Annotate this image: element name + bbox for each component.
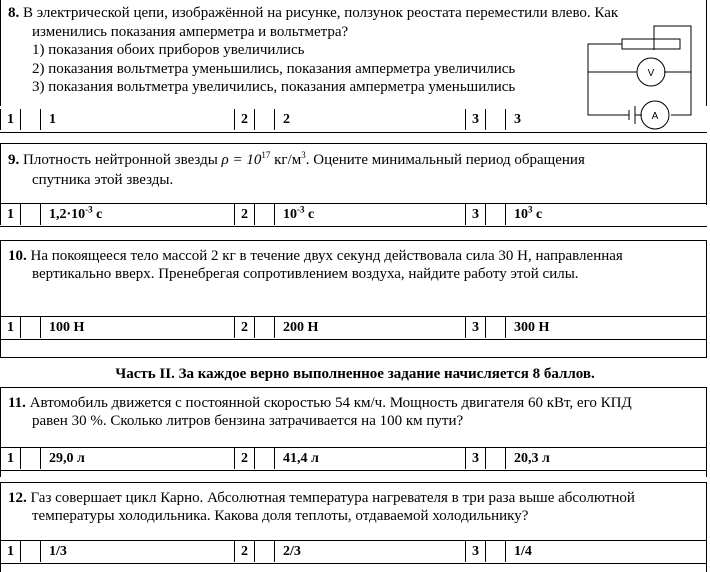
question-text: Плотность нейтронной звезды xyxy=(23,152,218,168)
answer-text: 41,4 л xyxy=(283,451,319,466)
question-number: 9. xyxy=(8,152,20,168)
voltmeter-label: V xyxy=(647,68,655,79)
option-number: 2 xyxy=(235,204,255,225)
option-number: 1 xyxy=(1,317,21,338)
question-number: 8. xyxy=(8,5,20,21)
answer-checkbox[interactable] xyxy=(255,109,275,130)
question-8-text-line2 xyxy=(32,23,348,42)
question-10-text xyxy=(8,247,703,266)
answer-text: 100 Н xyxy=(49,320,85,335)
answer-checkbox[interactable] xyxy=(486,317,506,338)
option-line: 3) показания вольтметра увеличились, показания амперметра уменьшились xyxy=(32,79,516,95)
answer-row xyxy=(0,447,707,471)
option-number: 1 xyxy=(1,541,21,562)
option-number: 3 xyxy=(466,541,486,562)
option-number: 2 xyxy=(235,317,255,338)
unit-exponent: 3 xyxy=(301,150,306,160)
answer-option-3[interactable] xyxy=(465,109,521,130)
rheostat xyxy=(622,39,680,49)
answer-option-2[interactable] xyxy=(234,448,319,469)
answer-text: 2/3 xyxy=(283,544,301,559)
answer-option-1[interactable] xyxy=(0,204,103,225)
question-text-line: изменились показания амперметра и вольтметра? xyxy=(32,24,349,40)
question-text: . Оцените минимальный период обращения xyxy=(305,152,585,168)
question-text-line: Газ совершает цикл Карно. Абсолютная температура нагревателя в три раза выше абсолютной xyxy=(30,490,635,506)
option-number: 2 xyxy=(235,109,255,130)
answer-checkbox[interactable] xyxy=(486,448,506,469)
question-text-line: В электрической цепи, изображённой на рисунке, ползунок реостата переместили влево. Как xyxy=(23,5,619,21)
answer-checkbox[interactable] xyxy=(486,204,506,225)
answer-row xyxy=(0,109,707,133)
question-text-line: Автомобиль движется с постоянной скоростью 54 км/ч. Мощность двигателя 60 кВт, его КПД xyxy=(29,395,632,411)
option-number: 2 xyxy=(235,448,255,469)
answer-text: $10^{-3}$ с xyxy=(283,204,315,222)
answer-checkbox[interactable] xyxy=(255,317,275,338)
answer-checkbox[interactable] xyxy=(21,541,41,562)
answer-checkbox[interactable] xyxy=(255,204,275,225)
question-9-text xyxy=(8,151,703,170)
answer-option-2[interactable] xyxy=(234,204,315,225)
question-text-line: На покоящееся тело массой 2 кг в течение двух секунд действовала сила 30 Н, направленная xyxy=(30,248,623,264)
question-12-text xyxy=(8,489,703,508)
answer-text: $1,2\cdot 10^{-3}$ с xyxy=(49,204,103,222)
question-number: 11. xyxy=(8,395,26,411)
density-value: ρ = 10 xyxy=(221,152,262,168)
answer-text: 1/4 xyxy=(514,544,532,559)
answer-checkbox[interactable] xyxy=(21,109,41,130)
question-9-text-line2: спутника этой звезды. xyxy=(32,172,174,188)
option-number: 1 xyxy=(1,448,21,469)
question-10-text-line2: вертикально вверх. Пренебрегая сопротивлением воздуха, найдите работу этой силы. xyxy=(32,266,579,282)
question-number: 12. xyxy=(8,490,27,506)
ammeter-label: A xyxy=(651,111,659,122)
answer-checkbox[interactable] xyxy=(21,448,41,469)
question-12-text-line2: температуры холодильника. Какова доля теплоты, отдаваемой холодильнику? xyxy=(32,508,529,524)
question-number: 10. xyxy=(8,248,27,264)
option-number: 3 xyxy=(466,317,486,338)
answer-row xyxy=(0,316,707,340)
density-unit: кг/м xyxy=(274,152,302,168)
answer-option-1[interactable] xyxy=(0,317,85,338)
answer-text: 1/3 xyxy=(49,544,67,559)
answer-option-3[interactable] xyxy=(465,541,532,562)
answer-row xyxy=(0,540,707,564)
answer-row xyxy=(0,203,707,227)
option-number: 3 xyxy=(466,448,486,469)
answer-text: 300 Н xyxy=(514,320,550,335)
answer-checkbox[interactable] xyxy=(255,448,275,469)
density-exponent: 17 xyxy=(261,150,271,160)
answer-text: 20,3 л xyxy=(514,451,550,466)
answer-text: 1 xyxy=(49,112,56,127)
answer-text: 3 xyxy=(514,112,521,127)
answer-checkbox[interactable] xyxy=(486,541,506,562)
option-number: 3 xyxy=(466,109,486,130)
answer-option-3[interactable] xyxy=(465,204,543,225)
answer-checkbox[interactable] xyxy=(255,541,275,562)
option-number: 1 xyxy=(1,204,21,225)
question-11-text-line2: равен 30 %. Сколько литров бензина затрачивается на 100 км пути? xyxy=(32,413,464,429)
answer-option-1[interactable] xyxy=(0,541,67,562)
answer-text: 2 xyxy=(283,112,290,127)
question-11-text xyxy=(8,394,703,413)
answer-option-2[interactable] xyxy=(234,109,290,130)
option-number: 2 xyxy=(235,541,255,562)
answer-option-1[interactable] xyxy=(0,109,56,130)
answer-option-1[interactable] xyxy=(0,448,85,469)
option-number: 1 xyxy=(1,109,21,130)
part-2-heading: Часть II. За каждое верно выполненное задание начисляется 8 баллов. xyxy=(115,366,595,382)
answer-text: 29,0 л xyxy=(49,451,85,466)
option-number: 3 xyxy=(466,204,486,225)
answer-text: $10^3$ с xyxy=(514,204,543,222)
option-line: 2) показания вольтметра уменьшились, показания амперметра увеличились xyxy=(32,61,516,77)
answer-option-3[interactable] xyxy=(465,448,550,469)
answer-option-2[interactable] xyxy=(234,541,301,562)
answer-option-2[interactable] xyxy=(234,317,319,338)
answer-checkbox[interactable] xyxy=(21,317,41,338)
option-line: 1) показания обоих приборов увеличились xyxy=(32,42,305,58)
answer-checkbox[interactable] xyxy=(486,109,506,130)
answer-checkbox[interactable] xyxy=(21,204,41,225)
answer-text: 200 Н xyxy=(283,320,319,335)
answer-option-3[interactable] xyxy=(465,317,550,338)
